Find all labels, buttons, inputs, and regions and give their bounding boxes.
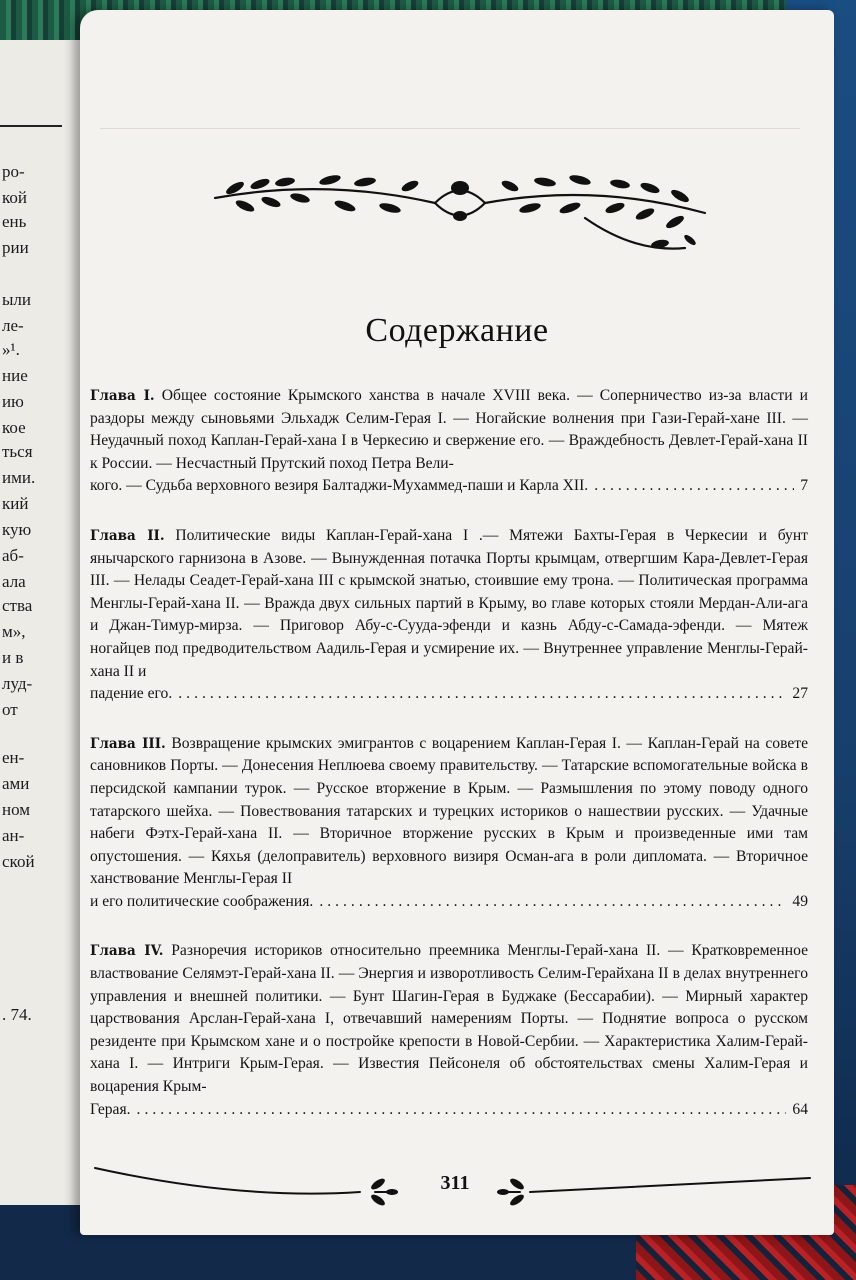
- chapter-description: [90, 940, 808, 1098]
- left-page-fragment: рии: [2, 238, 29, 257]
- toc-leader-line: [90, 1099, 808, 1122]
- left-page-fragment: ном: [2, 800, 31, 819]
- dot-leader: [178, 683, 786, 706]
- chapter-summary-end: падение его.: [90, 685, 173, 703]
- chapter-heading: Глава I.: [90, 388, 155, 404]
- chapter-summary-end: и его политические соображения.: [90, 892, 314, 910]
- chapter-description: [90, 733, 808, 891]
- left-page-fragment: и в: [2, 648, 24, 667]
- toc-entry-chapter-1[interactable]: [90, 385, 808, 498]
- floral-ornament-icon: [205, 158, 715, 253]
- left-page-fragment: ими.: [2, 468, 36, 487]
- left-page-fragment: ро-: [2, 162, 25, 181]
- chapter-heading: Глава II.: [90, 527, 165, 544]
- left-page-fragment: »¹.: [2, 340, 20, 359]
- show-through-rule: [100, 128, 800, 129]
- left-page-fragment: ен-: [2, 748, 25, 767]
- left-page-fragment: луд-: [2, 674, 33, 693]
- toc-leader-line: [90, 683, 808, 706]
- page-reference: 27: [792, 685, 808, 703]
- chapter-summary: Общее состояние Крымского ханства в начале XVIII века. — Соперничество из-за власти и раздоры между сыновьями Эльхадж Селим-Герая I. — Ногайские волнения при Гази-Герай-хане III. — Неудачный поход Каплан-Герай-хана I в Черкесию и свержение его. — Враждебность Девлет-Герай-хана II к России. — Несчастный Прутский поход Петра Вели-: [90, 387, 809, 472]
- page-reference: 7: [800, 477, 808, 495]
- dot-leader: [319, 891, 786, 914]
- toc-leader-line: [90, 475, 808, 498]
- chapter-heading: Глава III.: [90, 735, 166, 752]
- chapter-description: [90, 385, 808, 475]
- chapter-summary: Политические виды Каплан-Герай-хана I .— Мятежи Бахты-Герая в Черкесии и бунт янычарского гарнизона в Азове. — Вынужденная потачка Порты крымцам, отвергшим Кара-Девлет-Герая III. — Нелады Сеадет-Герай-хана III с крымской знатью, стоившие ему трона. — Политическая программа Менглы-Герай-хана II. — Вражда двух сильных партий в Крыму, во главе которых стояли Мердан-Али-ага и Джан-Тимур-мирза. — Приговор Абу-с-Сууда-эфенди и казнь Абду-с-Самада-эфенди. — Мятеж ногайцев под предводительством Аадиль-Герая и усмирение их. — Внутреннее управление Менглы-Герай-хана II и: [90, 526, 808, 680]
- left-page-fragment: ала: [2, 572, 26, 591]
- toc-leader-line: [90, 891, 808, 914]
- page-reference: 64: [792, 1100, 808, 1118]
- page-footer: [90, 1160, 820, 1230]
- chapter-summary: Возвращение крымских эмигрантов с воцарением Каплан-Герая I. — Каплан-Герай на совете сановников Порты. — Донесения Неплюева своему правительству. — Татарские вспомогательные войска в персидской кампании турок. — Русское вторжение в Крым. — Размышления по этому поводу одного татарского шейха. — Повествования татарских и турецких историков о нашествии русских. — Удачные набеги Фэтх-Герай-хана II. — Вторичное вторжение русских в Крым и произведенные ими там опустошения. — Кяхья (делоправитель) верховного визиря Осман-ага в роли дипломата. — Вторичное ханствование Менглы-Герая II: [90, 734, 809, 888]
- toc-entry-chapter-2[interactable]: [90, 525, 808, 706]
- toc-entry-chapter-4[interactable]: [90, 940, 808, 1121]
- left-page-rule: [0, 125, 62, 127]
- left-page-fragment: . 74.: [2, 1005, 32, 1024]
- chapter-summary-end: кого. — Судьба верховного везиря Балтаджи-Мухаммед-паши и Карла XII.: [90, 477, 589, 495]
- left-page-fragment: ами: [2, 774, 30, 793]
- left-page-fragment: ться: [2, 442, 33, 461]
- left-page-fragment: аб-: [2, 546, 24, 565]
- left-page-fragment: ства: [2, 596, 33, 615]
- chapter-summary-end: Герая.: [90, 1100, 131, 1118]
- left-page-fragment: ыли: [2, 290, 32, 309]
- left-page-fragment: кий: [2, 494, 29, 513]
- page-reference: 49: [792, 892, 808, 910]
- left-page-fragment: ию: [2, 392, 24, 411]
- chapter-description: [90, 525, 808, 683]
- left-page-fragment: ле-: [2, 316, 24, 335]
- left-page-fragment: ние: [2, 366, 28, 385]
- left-page-fragment: ень: [2, 212, 27, 231]
- footer-ornament-icon: [90, 1160, 820, 1230]
- left-page-fragment: кое: [2, 418, 26, 437]
- chapter-heading: Глава IV.: [90, 943, 164, 960]
- toc-entry-chapter-3[interactable]: [90, 733, 808, 914]
- left-page-fragment: кую: [2, 520, 32, 539]
- page-title: Содержание: [365, 312, 549, 349]
- left-page-fragment: м»,: [2, 622, 26, 641]
- contents-page: [80, 10, 834, 1235]
- left-page: [0, 40, 80, 1205]
- chapter-summary: Разноречия историков относительно преемника Менглы-Герай-хана II. — Кратковременное властвование Селямэт-Герай-хана II. — Энергия и изворотливость Селим-Герайхана II в делах внутреннего управления и внешней политики. — Бунт Шагин-Герая в Буджаке (Бессарабии). — Мирный характер царствования Арслан-Герай-хана I, отвечавший намерениям Порты. — Поднятие вопроса о русском резиденте при Крымском хане и о постройке крепости в Новой-Сербии. — Характеристика Халим-Герай-хана I. — Интриги Крым-Герая. — Известия Пейсонеля об обстоятельствах смены Халим-Герая и воцарения Крым-: [90, 942, 808, 1096]
- table-of-contents: [90, 385, 808, 1148]
- left-page-fragment: кой: [2, 188, 27, 207]
- left-page-fragment: ан-: [2, 826, 25, 845]
- dot-leader: [137, 1099, 787, 1122]
- left-page-fragment: от: [2, 700, 18, 719]
- dot-leader: [594, 475, 794, 498]
- page-number: 311: [440, 1172, 470, 1194]
- left-page-fragment: ской: [2, 852, 35, 871]
